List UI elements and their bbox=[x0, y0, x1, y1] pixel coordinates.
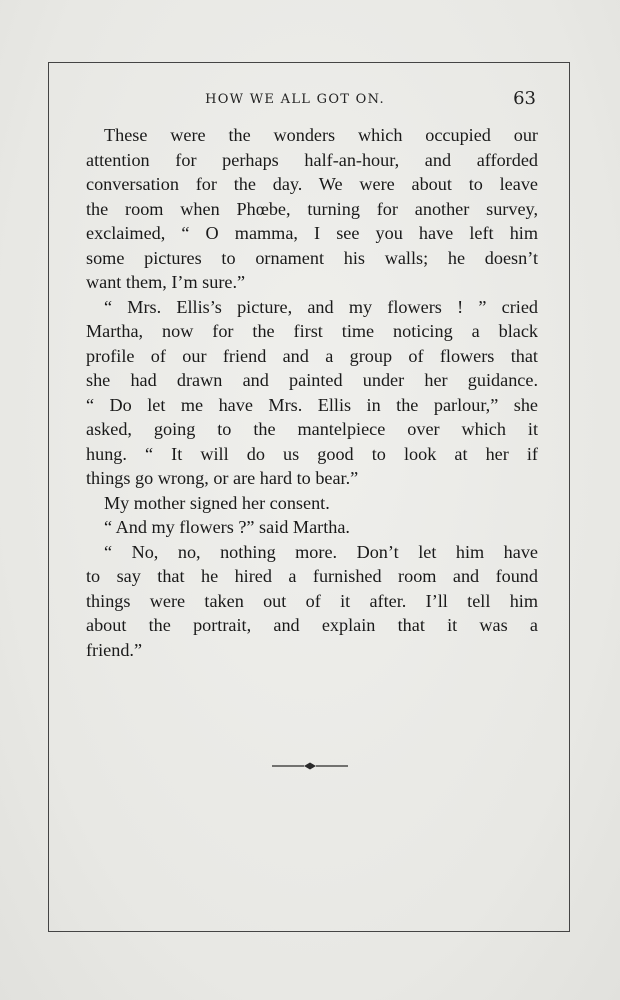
text-line: asked, going to the mantelpiece over which it bbox=[86, 419, 538, 439]
text-line: some pictures to ornament his walls; he doesn’t bbox=[86, 247, 538, 268]
text-line: “ Mrs. Ellis’s picture, and my flowers ! ” cried bbox=[104, 296, 538, 317]
text-line: things were taken out of it after. I’ll tell him bbox=[86, 590, 538, 611]
section-ornament-icon bbox=[270, 760, 350, 772]
text-line: friend.” bbox=[86, 639, 143, 660]
text-line: “ Do let me have Mrs. Ellis in the parlour,” she bbox=[86, 394, 538, 415]
text-line: attention for perhaps half-an-hour, and afforded bbox=[86, 149, 538, 170]
text-line: hung. “ It will do us good to look at her if bbox=[86, 443, 538, 464]
text-line: to say that he hired a furnished room and found bbox=[86, 566, 538, 586]
text-line: “ No, no, nothing more. Don’t let him have bbox=[104, 541, 538, 562]
text-line: want them, I’m sure.” bbox=[86, 272, 246, 292]
running-title: HOW WE ALL GOT ON. bbox=[205, 92, 385, 107]
text-line: “ And my flowers ?” said Martha. bbox=[104, 517, 350, 537]
text-line: conversation for the day. We were about to leave bbox=[86, 174, 538, 194]
text-line: she had drawn and painted under her guidance. bbox=[86, 370, 538, 390]
text-line: Martha, now for the first time noticing a black bbox=[86, 321, 538, 341]
page-number: 63 bbox=[513, 88, 536, 109]
text-line: about the portrait, and explain that it was a bbox=[86, 615, 538, 635]
text-line: My mother signed her consent. bbox=[104, 492, 330, 513]
text-line: the room when Phœbe, turning for another survey, bbox=[86, 198, 538, 219]
body-text bbox=[86, 123, 538, 662]
text-line: things go wrong, or are hard to bear.” bbox=[86, 468, 359, 488]
text-line: profile of our friend and a group of flowers that bbox=[86, 345, 538, 366]
text-line: exclaimed, “ O mamma, I see you have left him bbox=[86, 223, 538, 243]
text-line: These were the wonders which occupied our bbox=[104, 125, 538, 145]
